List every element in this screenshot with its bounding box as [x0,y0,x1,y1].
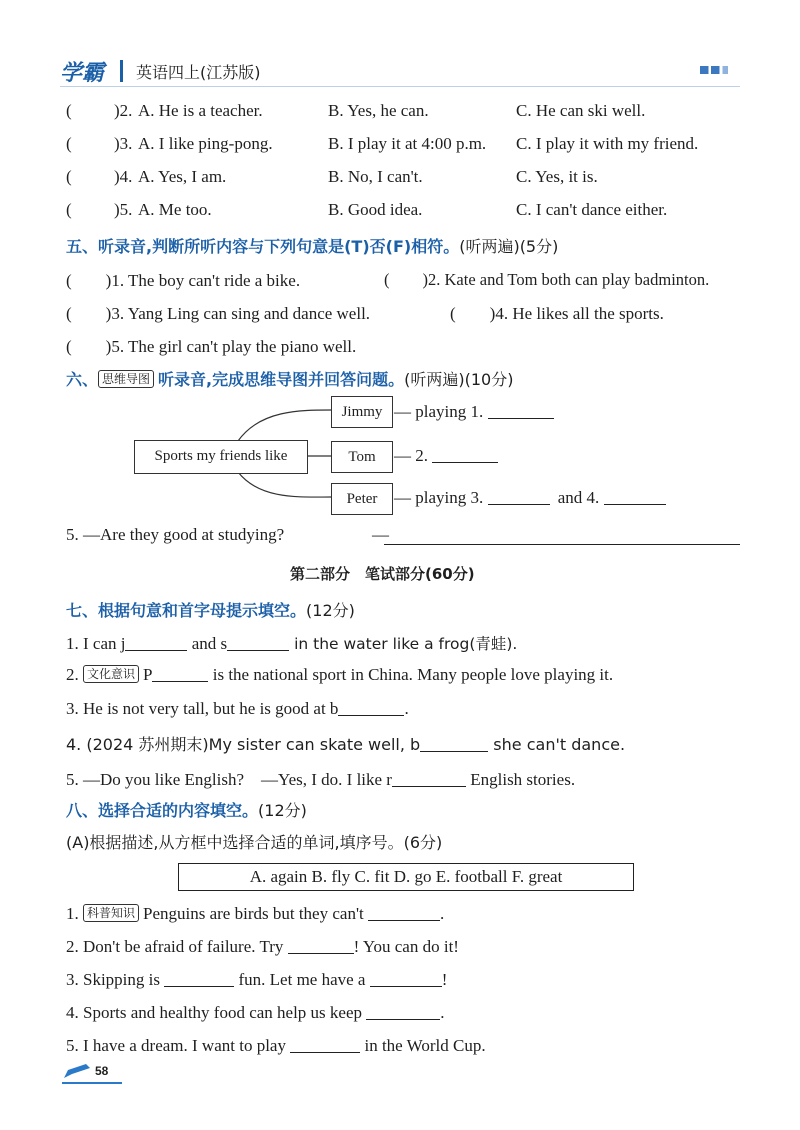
fill-item-4: 4. (2024 苏州期末)My sister can skate well, b she can't dance. [66,735,626,754]
option-a: A. He is a teacher. [138,101,263,120]
choice-item-2: 2. Don't be afraid of failure. Try ! You can do it! [66,937,459,956]
word-bank-box: A. again B. fly C. fit D. go E. football F. great [178,863,634,891]
answer-blank[interactable] [432,448,498,463]
option-b: B. Good idea. [328,200,423,219]
option-a: A. Yes, I am. [138,167,227,186]
option-b: B. I play it at 4:00 p.m. [328,134,487,153]
answer-paren: ( [66,134,72,153]
section8-sub-a: (A)根据描述,从方框中选择合适的单词,填序号。(6分) [66,833,443,852]
section6-heading: 六、 思维导图 听录音,完成思维导图并回答问题。(听两遍)(10分) [66,370,514,389]
fill-item-2: 2. 文化意识 P is the national sport in China. Many people love playing it. [66,665,614,684]
option-c: C. He can ski well. [516,101,646,120]
answer-blank[interactable] [368,906,440,921]
section5-heading: 五、听录音,判断所听内容与下列句意是(T)否(F)相符。(听两遍)(5分) [66,237,559,256]
answer-blank[interactable] [392,772,466,787]
answer-paren: ( [66,167,72,186]
answer-blank[interactable] [164,972,234,987]
answer-blank[interactable] [366,1005,440,1020]
answer-blank[interactable] [290,1038,360,1053]
answer-blank[interactable] [488,404,554,419]
fill-item-3: 3. He is not very tall, but he is good at b . [66,699,409,718]
choice-item-4: 4. Sports and healthy food can help us keep . [66,1003,445,1022]
page-number: 58 [95,1064,109,1078]
answer-blank[interactable] [152,667,208,682]
tf-item: ( )4. He likes all the sports. [450,304,664,323]
mind-map-node-jimmy: Jimmy [331,396,393,428]
answer-blank[interactable] [370,972,442,987]
answer-paren: ( [66,101,72,120]
mind-map-tag: 思维导图 [98,370,154,388]
mind-map-question-5: 5. —Are they good at studying? [66,525,285,544]
item-number: )5. [114,200,133,219]
pencil-icon [62,1064,92,1080]
mind-map-line-3: — playing 3. and 4. [394,488,666,508]
option-c: C. Yes, it is. [516,167,598,186]
option-b: B. Yes, he can. [328,101,429,120]
culture-tag: 文化意识 [83,665,139,683]
mind-map-node-tom: Tom [331,441,393,473]
option-b: B. No, I can't. [328,167,423,186]
section8-heading: 八、选择合适的内容填空。(12分) [66,801,307,820]
answer-blank[interactable] [288,939,354,954]
choice-item-1: 1. 科普知识 Penguins are birds but they can't . [66,904,445,923]
mind-map-center: Sports my friends like [134,440,308,474]
choice-item-5: 5. I have a dream. I want to play in the World Cup. [66,1036,486,1055]
part2-heading: 第二部分 笔试部分(60分) [290,565,475,583]
answer-blank[interactable] [125,636,187,651]
option-a: A. I like ping-pong. [138,134,273,153]
mind-map-line-2: — 2. [394,446,498,466]
book-title: 英语四上(江苏版) [136,63,261,82]
answer-blank[interactable] [338,701,404,716]
tf-item: ( )1. The boy can't ride a bike. [66,271,301,290]
tf-item: ( )5. The girl can't play the piano well. [66,337,357,356]
science-tag: 科普知识 [83,904,139,922]
answer-blank[interactable] [488,490,550,505]
item-number: )4. [114,167,133,186]
option-c: C. I play it with my friend. [516,134,699,153]
answer-blank[interactable] [604,490,666,505]
tf-item: ( )3. Yang Ling can sing and dance well. [66,304,371,323]
section7-heading: 七、根据句意和首字母提示填空。(12分) [66,601,355,620]
mind-map-line-1: — playing 1. [394,402,554,422]
footer-rule [62,1082,122,1084]
option-c: C. I can't dance either. [516,200,668,219]
mind-map-connectors [0,0,800,560]
fill-item-1: 1. I can j and s in the water like a frog(青蛙). [66,634,518,653]
choice-item-3: 3. Skipping is fun. Let me have a ! [66,970,448,989]
fill-item-5: 5. —Do you like English? —Yes, I do. I like r English stories. [66,770,576,789]
mind-map-node-peter: Peter [331,483,393,515]
answer-dash: — [372,525,389,544]
option-a: A. Me too. [138,200,212,219]
item-number: )3. [114,134,133,153]
answer-paren: ( [66,200,72,219]
logo: 学霸 [60,61,105,86]
answer-blank[interactable] [384,544,740,545]
answer-blank[interactable] [420,737,488,752]
answer-blank[interactable] [227,636,289,651]
item-number: )2. [114,101,133,120]
tf-item: ( )2. Kate and Tom both can play badminton. [384,270,710,289]
